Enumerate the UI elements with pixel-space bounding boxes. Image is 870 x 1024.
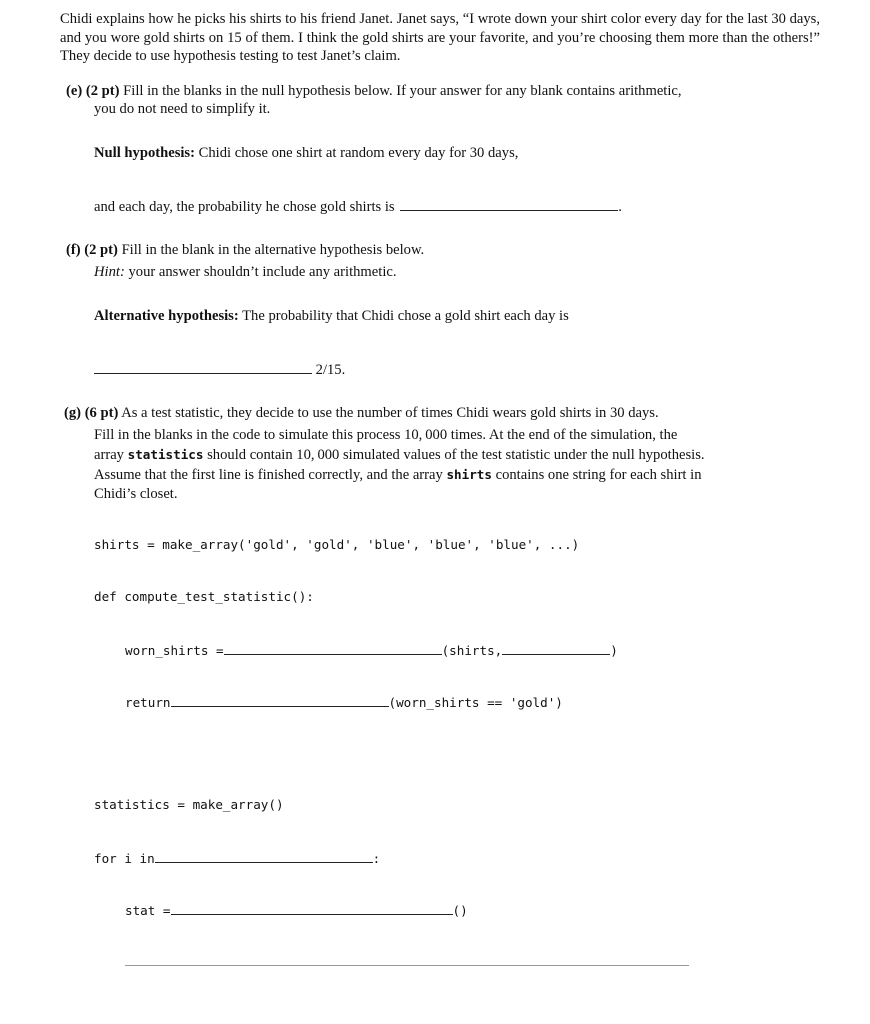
code-worn-shirts-line	[125, 641, 618, 658]
null-hypothesis-text: Chidi chose one shirt at random every day for 30 days,	[198, 145, 519, 161]
code-statistics-line: statistics = make_array()	[94, 797, 284, 812]
part-f-line1: Fill in the blank in the alternative hypothesis below.	[121, 242, 425, 258]
code-worn-a: worn_shirts =	[125, 643, 224, 658]
part-g-line4-a: Assume that the first line is finished correctly, and the array	[94, 467, 443, 483]
null-hypothesis-continuation	[94, 197, 622, 217]
part-e-line1: Fill in the blanks in the null hypothesis below. If your answer for any blank contains arithmetic,	[123, 83, 682, 99]
code-for-b: :	[372, 851, 381, 866]
part-g-line1: As a test statistic, they decide to use the number of times Chidi wears gold shirts in 30 days.	[121, 405, 659, 421]
null-cont-text: and each day, the probability he chose gold shirts is	[94, 199, 395, 215]
alt-hypothesis-blank-line	[94, 360, 345, 380]
code-return-a: return	[125, 695, 171, 710]
code-worn-c: )	[610, 643, 618, 658]
statistics-code-ref: statistics	[127, 447, 204, 462]
alt-hypothesis-line	[94, 307, 569, 326]
part-f-hint	[94, 263, 397, 282]
append-line-blank[interactable]	[125, 965, 689, 966]
stat-function-blank[interactable]	[171, 901, 453, 915]
intro-paragraph: Chidi explains how he picks his shirts to his friend Janet. Janet says, “I wrote down your shirt color every day for the last 30 days, and you wore gold shirts on 15 of them. I think the gold shirts are your favorite, and you’re choosing them more than the others!” They decide to use hypothesis testing to test Janet’s claim.	[60, 11, 820, 65]
worn-function-blank[interactable]	[224, 641, 442, 655]
alt-hypothesis-label: Alternative hypothesis:	[94, 308, 239, 324]
part-g-label: (g)	[64, 405, 82, 421]
part-e-line2: you do not need to simplify it.	[94, 101, 271, 117]
worn-sample-size-blank[interactable]	[502, 641, 610, 655]
code-return-line	[125, 693, 563, 710]
alt-suffix: 2/15.	[315, 362, 346, 378]
hint-label: Hint:	[94, 264, 125, 280]
part-e-label: (e)	[66, 83, 83, 99]
code-for-a: for i in	[94, 851, 155, 866]
part-g-line2: Fill in the blanks in the code to simulate this process 10, 000 times. At the end of the simulation, the	[94, 427, 678, 443]
null-end-punct: .	[618, 199, 622, 215]
alt-hypothesis-text: The probability that Chidi chose a gold shirt each day is	[242, 308, 569, 324]
part-f-label: (f)	[66, 242, 81, 258]
alt-comparison-blank[interactable]	[94, 360, 312, 374]
code-stat-b: ()	[452, 903, 468, 918]
part-g-line3-b: should contain 10, 000 simulated values of the test statistic under the null hypothesis.	[207, 447, 705, 463]
part-g-points: (6 pt)	[84, 405, 119, 421]
part-f-points: (2 pt)	[84, 242, 118, 258]
part-e-heading	[66, 82, 682, 101]
part-f-heading	[66, 241, 424, 260]
hint-text: your answer shouldn’t include any arithmetic.	[128, 264, 397, 280]
part-g-line4	[94, 466, 702, 485]
code-def-line: def compute_test_statistic():	[94, 589, 314, 604]
shirts-code-ref: shirts	[446, 467, 492, 482]
null-probability-blank[interactable]	[400, 197, 618, 211]
part-e-points: (2 pt)	[85, 83, 120, 99]
part-g-heading	[64, 404, 659, 423]
part-g-line3-a: array	[94, 447, 124, 463]
null-hypothesis-label: Null hypothesis:	[94, 145, 195, 161]
code-stat-line	[125, 901, 468, 918]
null-hypothesis-line	[94, 144, 518, 163]
part-g-line5: Chidi’s closet.	[94, 486, 178, 502]
part-g-line3	[94, 446, 705, 465]
code-shirts-line: shirts = make_array('gold', 'gold', 'blue', 'blue', 'blue', ...)	[94, 537, 580, 552]
part-g-line4-b: contains one string for each shirt in	[495, 467, 702, 483]
code-return-b: (worn_shirts == 'gold')	[388, 695, 563, 710]
for-range-blank[interactable]	[155, 849, 373, 863]
code-for-line	[94, 849, 380, 866]
code-worn-b: (shirts,	[441, 643, 503, 658]
code-stat-a: stat =	[125, 903, 171, 918]
return-function-blank[interactable]	[171, 693, 389, 707]
